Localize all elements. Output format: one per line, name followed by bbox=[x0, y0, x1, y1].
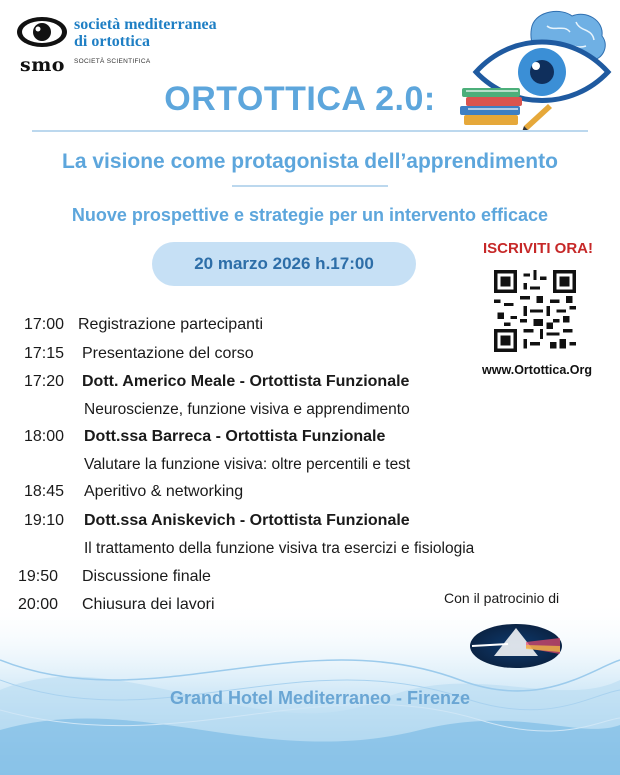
agenda-talk-title: Valutare la funzione visiva: oltre percentili e test bbox=[84, 456, 411, 473]
subtitle: La visione come protagonista dell’apprendimento bbox=[62, 150, 558, 173]
agenda-title: Discussione finale bbox=[82, 568, 211, 585]
agenda-time: 17:15 bbox=[24, 345, 65, 362]
agenda-time: 18:45 bbox=[24, 483, 65, 500]
divider bbox=[32, 130, 588, 132]
agenda-speaker: Dott. Americo Meale - Ortottista Funzionale bbox=[82, 373, 410, 390]
agenda-talk-title: Il trattamento della funzione visiva tra esercizi e fisiologia bbox=[84, 540, 475, 557]
logo-abbreviation: smo bbox=[20, 54, 65, 76]
agenda-time: 18:00 bbox=[24, 428, 65, 445]
logo-name-line-2: di ortottica bbox=[74, 33, 150, 50]
agenda-time: 19:50 bbox=[18, 568, 59, 585]
venue: Grand Hotel Mediterraneo - Firenze bbox=[169, 688, 471, 708]
eye-logo-icon bbox=[16, 14, 68, 50]
agenda-title: Presentazione del corso bbox=[82, 345, 254, 362]
qr-code[interactable] bbox=[494, 270, 576, 352]
agenda-time: 17:00 bbox=[24, 316, 65, 333]
agenda-title: Registrazione partecipanti bbox=[78, 316, 263, 333]
event-date-badge: 20 marzo 2026 h.17:00 bbox=[152, 242, 416, 286]
agenda-speaker: Dott.ssa Barreca - Ortottista Funzionale bbox=[84, 428, 386, 445]
agenda-time: 17:20 bbox=[24, 373, 65, 390]
agenda-title: Chiusura dei lavori bbox=[82, 596, 215, 613]
agenda-time: 19:10 bbox=[24, 512, 65, 529]
divider bbox=[232, 185, 388, 187]
agenda-speaker: Dott.ssa Aniskevich - Ortottista Funzionale bbox=[84, 512, 410, 529]
website-link[interactable]: www.Ortottica.Org bbox=[482, 363, 592, 377]
patronage-label: Con il patrocinio di bbox=[444, 590, 560, 606]
main-title: ORTOTTICA 2.0: bbox=[164, 80, 436, 118]
agenda-time: 20:00 bbox=[18, 596, 59, 613]
logo-name-line-1: società mediterranea bbox=[74, 16, 217, 33]
agenda-talk-title: Neuroscienze, funzione visiva e apprendimento bbox=[84, 401, 410, 418]
logo-subtitle: SOCIETÀ SCIENTIFICA bbox=[74, 58, 151, 65]
smo-logo bbox=[16, 14, 246, 74]
logo-name bbox=[74, 16, 217, 50]
agenda-title: Aperitivo & networking bbox=[84, 483, 244, 500]
prism-patron-logo bbox=[468, 620, 564, 672]
register-now-label: ISCRIVITI ORA! bbox=[482, 240, 593, 257]
tagline: Nuove prospettive e strategie per un intervento efficace bbox=[71, 205, 549, 225]
